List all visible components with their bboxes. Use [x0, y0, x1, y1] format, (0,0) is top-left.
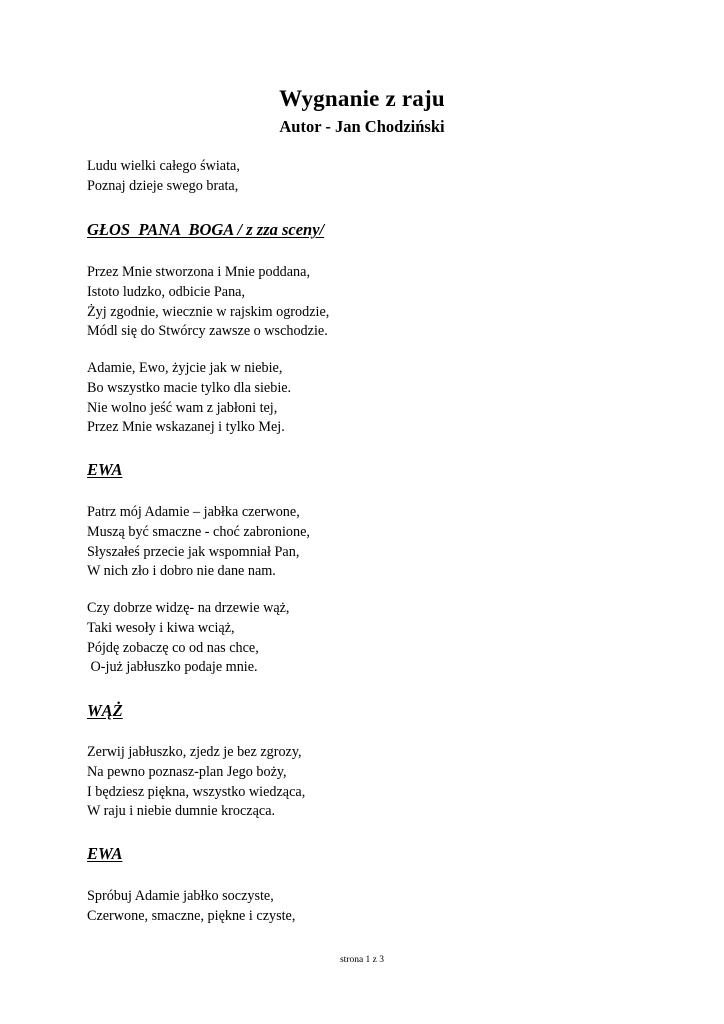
- verse-line: Żyj zgodnie, wiecznie w rajskim ogrodzie,: [87, 303, 330, 320]
- stanza: [87, 503, 310, 582]
- verse-line: Spróbuj Adamie jabłko soczyste,: [87, 888, 274, 904]
- verse-line: Przez Mnie wskazanej i tylko Mej.: [87, 419, 285, 436]
- verse-line: Taki wesoły i kiwa wciąż,: [87, 619, 235, 636]
- verse-line: W nich zło i dobro nie dane nam.: [87, 563, 276, 580]
- verse-line: I będziesz piękna, wszystko wiedząca,: [87, 783, 306, 800]
- verse-line: Słyszałeś przecie jak wspomniał Pan,: [87, 543, 300, 560]
- section-heading-ewa: EWA: [87, 844, 123, 863]
- verse-line: Na pewno poznasz-plan Jego boży,: [87, 763, 287, 780]
- document-author: Autor - Jan Chodziński: [279, 117, 445, 136]
- verse-line: Nie wolno jeść wam z jabłoni tej,: [87, 399, 278, 416]
- verse-line: Patrz mój Adamie – jabłka czerwone,: [87, 504, 300, 520]
- verse-line: Czy dobrze widzę- na drzewie wąż,: [87, 600, 290, 616]
- section-heading-ewa: EWA: [87, 460, 123, 479]
- verse-line: O-już jabłuszko podaje mnie.: [87, 659, 258, 676]
- verse-line: Pójdę zobaczę co od nas chce,: [87, 639, 259, 656]
- stanza: [87, 359, 291, 438]
- verse-line: Muszą być smaczne - choć zabronione,: [87, 523, 310, 540]
- verse-line: Módl się do Stwórcy zawsze o wschodzie.: [87, 323, 328, 340]
- verse-line: Ludu wielki całego świata,: [87, 158, 240, 174]
- page-number-footer: strona 1 z 3: [339, 955, 385, 965]
- intro-stanza: [87, 157, 240, 197]
- stanza: [87, 887, 295, 927]
- verse-line: Istoto ludzko, odbicie Pana,: [87, 283, 246, 300]
- section-heading-waz: WĄŻ: [87, 701, 123, 720]
- stanza: [87, 263, 329, 342]
- stanza: [87, 743, 305, 822]
- verse-line: Bo wszystko macie tylko dla siebie.: [87, 379, 292, 396]
- verse-line: Przez Mnie stworzona i Mnie poddana,: [87, 264, 310, 280]
- stanza: [87, 599, 289, 678]
- verse-line: Czerwone, smaczne, piękne i czyste,: [87, 907, 296, 924]
- verse-line: Adamie, Ewo, żyjcie jak w niebie,: [87, 360, 283, 376]
- verse-line: Zerwij jabłuszko, zjedz je bez zgrozy,: [87, 744, 302, 760]
- verse-line: Poznaj dzieje swego brata,: [87, 177, 239, 194]
- section-heading-voice-of-god: GŁOS PANA BOGA / z zza sceny/: [87, 220, 325, 239]
- document-title: Wygnanie z raju: [279, 86, 445, 111]
- verse-line: W raju i niebie dumnie krocząca.: [87, 803, 276, 820]
